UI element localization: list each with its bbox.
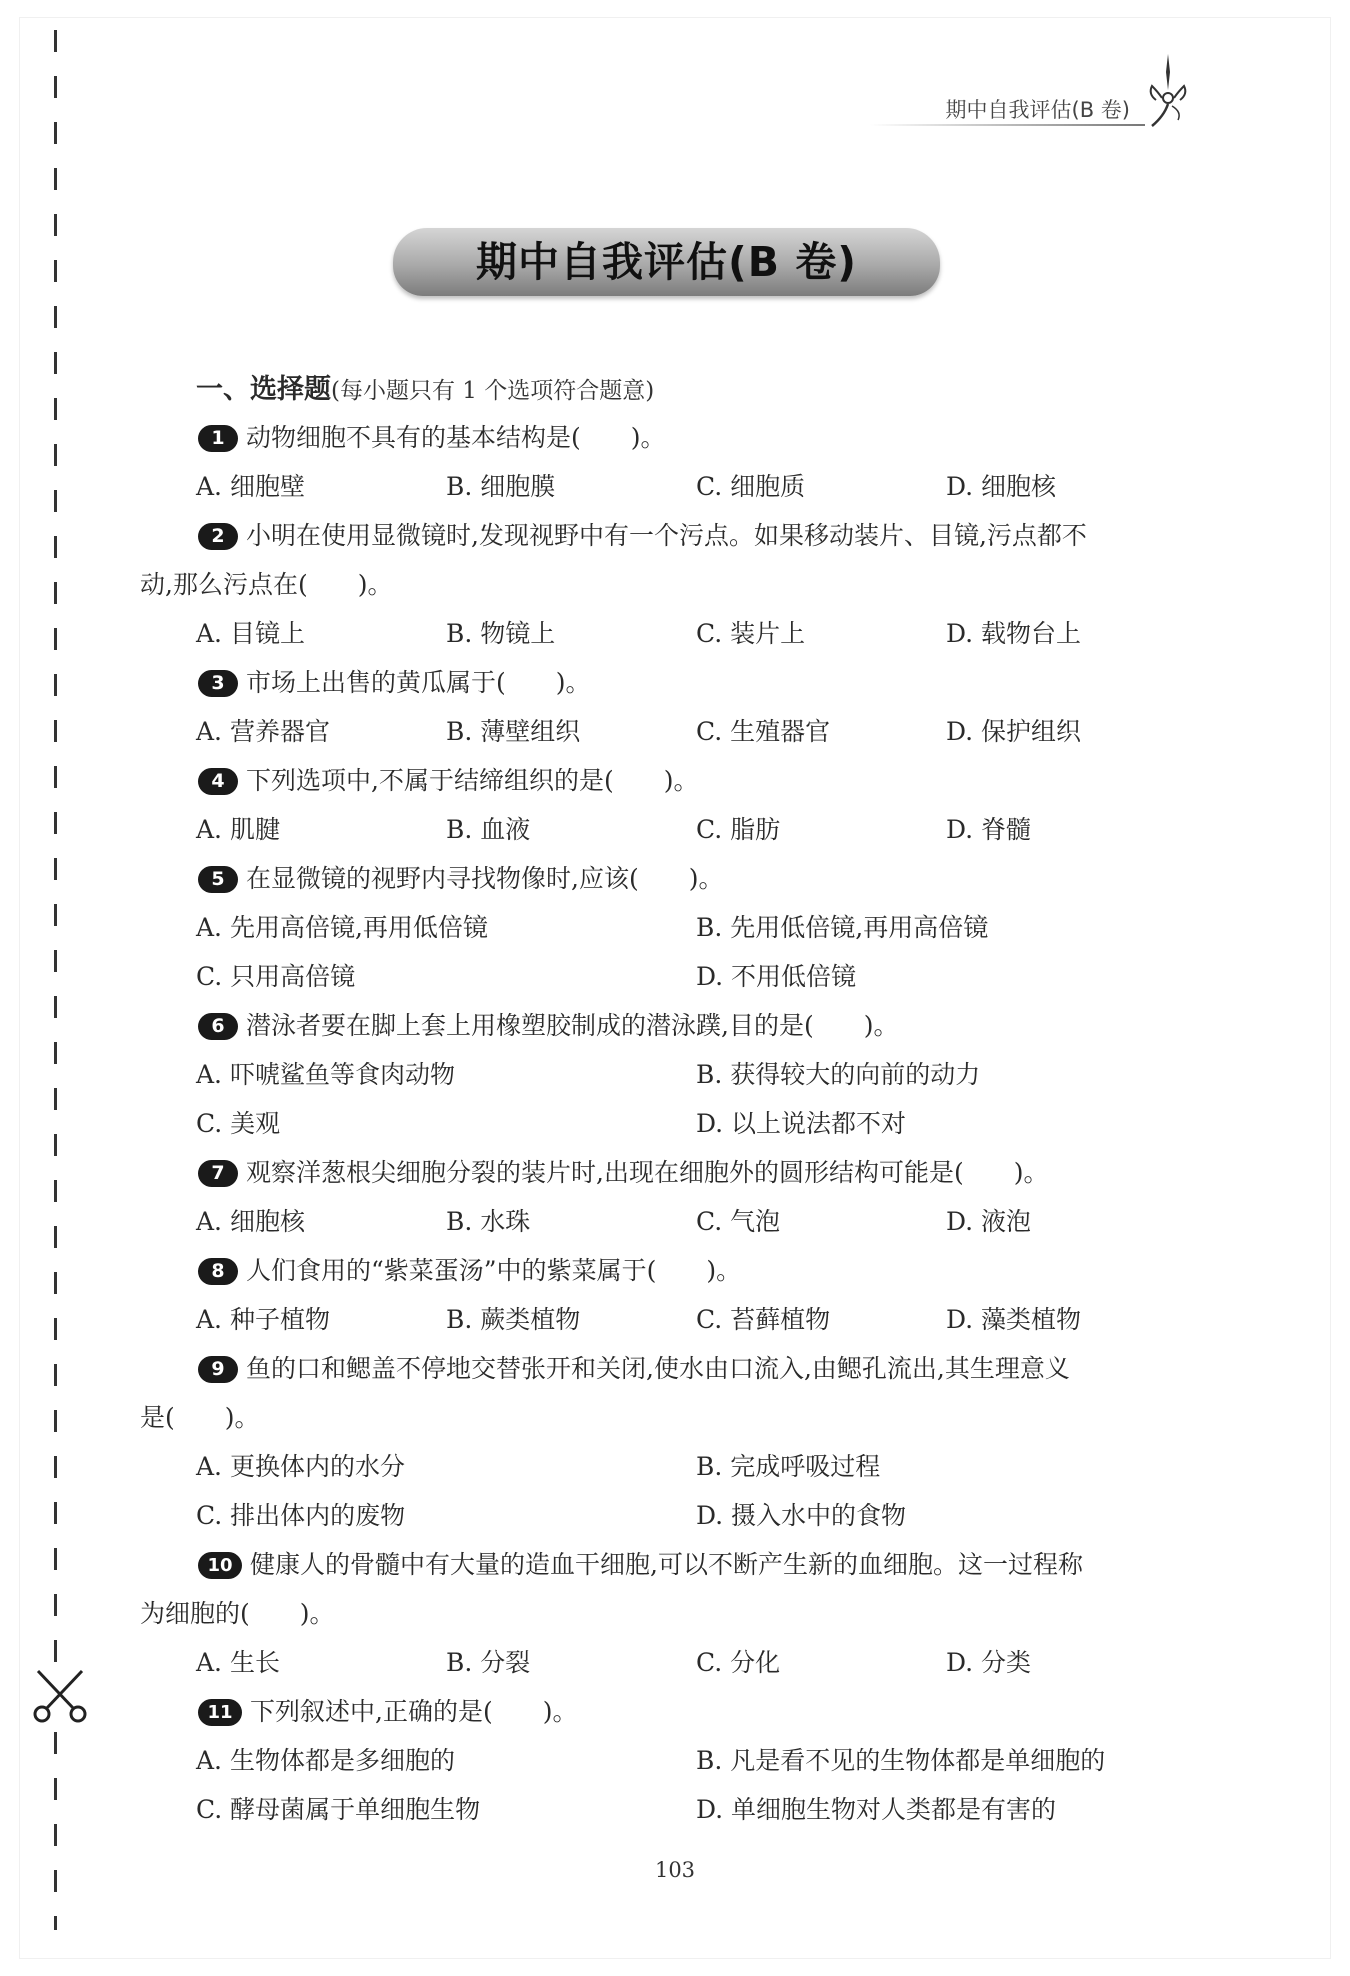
option: A. 细胞核 xyxy=(196,1207,305,1236)
question-3 xyxy=(198,667,591,699)
option: B. 分裂 xyxy=(446,1648,531,1677)
option: A. 细胞壁 xyxy=(196,472,305,501)
option: B. 薄壁组织 xyxy=(446,717,581,746)
option: B. 血液 xyxy=(446,815,531,844)
option: C. 美观 xyxy=(196,1109,281,1138)
option: A. 营养器官 xyxy=(196,717,330,746)
question-text: 健康人的骨髓中有大量的造血干细胞,可以不断产生新的血细胞。这一过程称 xyxy=(250,1550,1083,1579)
question-text-continued: 是( )。 xyxy=(140,1403,260,1432)
question-6 xyxy=(198,1010,898,1042)
question-number-badge: 4 xyxy=(198,768,238,795)
option: A. 生长 xyxy=(196,1648,280,1677)
option: D. 不用低倍镜 xyxy=(696,962,857,991)
question-text: 观察洋葱根尖细胞分裂的装片时,出现在细胞外的圆形结构可能是( )。 xyxy=(246,1158,1049,1187)
question-number-badge: 9 xyxy=(198,1356,238,1383)
section-label: 一、选择题 xyxy=(196,374,331,405)
option: D. 脊髓 xyxy=(946,815,1032,844)
option: C. 分化 xyxy=(696,1648,781,1677)
question-number-badge: 6 xyxy=(198,1013,238,1040)
question-11 xyxy=(198,1696,577,1728)
question-text: 市场上出售的黄瓜属于( )。 xyxy=(246,668,591,697)
question-text: 鱼的口和鳃盖不停地交替张开和关闭,使水由口流入,由鳃孔流出,其生理意义 xyxy=(246,1354,1070,1383)
question-7 xyxy=(198,1157,1048,1189)
running-header: 期中自我评估(B 卷) xyxy=(945,98,1130,122)
option: D. 单细胞生物对人类都是有害的 xyxy=(696,1795,1057,1824)
option: B. 细胞膜 xyxy=(446,472,556,501)
option: A. 更换体内的水分 xyxy=(196,1452,405,1481)
option: D. 载物台上 xyxy=(946,619,1082,648)
question-10 xyxy=(198,1549,1083,1581)
option: B. 先用低倍镜,再用高倍镜 xyxy=(696,913,989,942)
option: A. 先用高倍镜,再用低倍镜 xyxy=(196,913,488,942)
question-text: 下列选项中,不属于结缔组织的是( )。 xyxy=(246,766,699,795)
question-text-continued: 动,那么污点在( )。 xyxy=(140,570,393,599)
page-number: 103 xyxy=(654,1858,696,1882)
option: D. 藻类植物 xyxy=(946,1305,1082,1334)
option: C. 装片上 xyxy=(696,619,806,648)
option: B. 蕨类植物 xyxy=(446,1305,581,1334)
question-9 xyxy=(198,1353,1070,1385)
question-text: 人们食用的“紫菜蛋汤”中的紫菜属于( )。 xyxy=(246,1256,742,1285)
question-text: 在显微镜的视野内寻找物像时,应该( )。 xyxy=(246,864,724,893)
header-rule xyxy=(870,124,1145,126)
option: B. 水珠 xyxy=(446,1207,531,1236)
question-text-continued: 为细胞的( )。 xyxy=(140,1599,335,1628)
question-text: 小明在使用显微镜时,发现视野中有一个污点。如果移动装片、目镜,污点都不 xyxy=(246,521,1087,550)
option: C. 气泡 xyxy=(696,1207,781,1236)
scissors-icon xyxy=(30,1665,90,1725)
section-heading xyxy=(196,367,654,406)
option: A. 肌腱 xyxy=(196,815,280,844)
question-number-badge: 10 xyxy=(198,1552,242,1579)
question-number-badge: 3 xyxy=(198,670,238,697)
question-number-badge: 1 xyxy=(198,425,238,452)
option: C. 只用高倍镜 xyxy=(196,962,356,991)
cut-line xyxy=(52,30,58,1930)
question-number-badge: 7 xyxy=(198,1160,238,1187)
option: B. 物镜上 xyxy=(446,619,556,648)
option: D. 液泡 xyxy=(946,1207,1032,1236)
option: C. 脂肪 xyxy=(696,815,781,844)
question-text: 潜泳者要在脚上套上用橡塑胶制成的潜泳蹼,目的是( )。 xyxy=(246,1011,899,1040)
question-5 xyxy=(198,863,723,895)
section-note: (每小题只有 1 个选项符合题意) xyxy=(331,378,655,404)
option: B. 完成呼吸过程 xyxy=(696,1452,881,1481)
option: A. 种子植物 xyxy=(196,1305,330,1334)
option: A. 吓唬鲨鱼等食肉动物 xyxy=(196,1060,455,1089)
question-8 xyxy=(198,1255,741,1287)
option: C. 细胞质 xyxy=(696,472,806,501)
option: C. 酵母菌属于单细胞生物 xyxy=(196,1795,481,1824)
question-1 xyxy=(198,422,666,454)
header-ornament-icon xyxy=(1142,50,1194,132)
option: D. 分类 xyxy=(946,1648,1032,1677)
question-4 xyxy=(198,765,698,797)
option: C. 排出体内的废物 xyxy=(196,1501,406,1530)
option: C. 生殖器官 xyxy=(696,717,831,746)
question-number-badge: 2 xyxy=(198,523,238,550)
option: D. 保护组织 xyxy=(946,717,1082,746)
option: A. 目镜上 xyxy=(196,619,305,648)
option: D. 以上说法都不对 xyxy=(696,1109,907,1138)
question-number-badge: 8 xyxy=(198,1258,238,1285)
option: D. 摄入水中的食物 xyxy=(696,1501,907,1530)
option: B. 凡是看不见的生物体都是单细胞的 xyxy=(696,1746,1106,1775)
question-text: 下列叙述中,正确的是( )。 xyxy=(250,1697,578,1726)
option: D. 细胞核 xyxy=(946,472,1057,501)
question-text: 动物细胞不具有的基本结构是( )。 xyxy=(246,423,666,452)
option: A. 生物体都是多细胞的 xyxy=(196,1746,455,1775)
option: B. 获得较大的向前的动力 xyxy=(696,1060,981,1089)
question-2 xyxy=(198,520,1087,552)
question-number-badge: 5 xyxy=(198,866,238,893)
option: C. 苔藓植物 xyxy=(696,1305,831,1334)
page-title: 期中自我评估(B 卷) xyxy=(475,238,857,286)
question-number-badge: 11 xyxy=(198,1699,242,1726)
